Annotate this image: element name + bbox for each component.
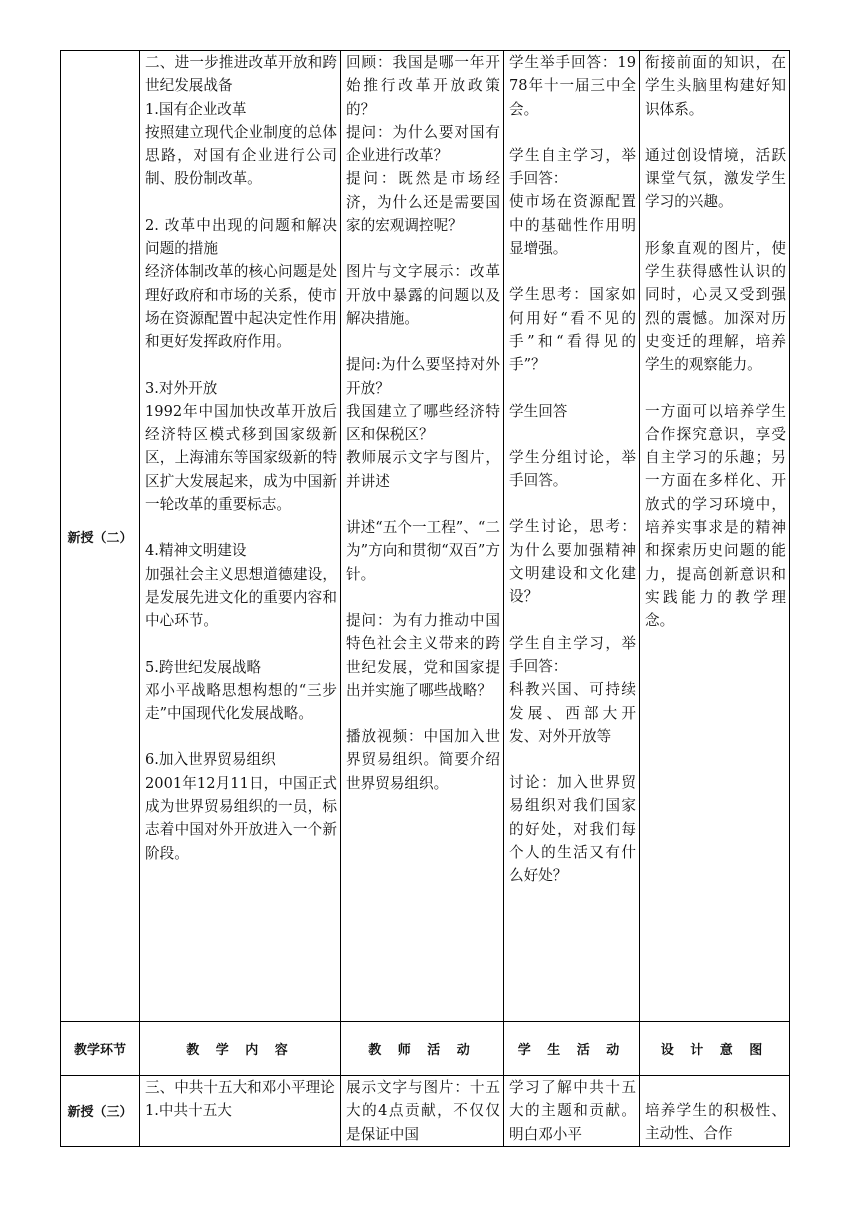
- teacher-activity-text: [341, 51, 503, 795]
- paragraph-gap: [145, 633, 337, 656]
- paragraph: 2001年12月11日，中国正式成为世界贸易组织的一员，标志着中国对外开放进入一个新阶段。: [145, 774, 337, 862]
- design-intent-text: [640, 1076, 789, 1146]
- teacher-activity-text: [341, 1076, 503, 1146]
- teacher-activity-cell: [341, 1076, 504, 1147]
- paragraph: 三、中共十五大和邓小平理论: [145, 1079, 335, 1096]
- header-design: 设 计 意 图: [640, 1022, 790, 1076]
- paragraph: 5.跨世纪发展战略: [145, 658, 262, 676]
- paragraph: 加强社会主义思想道德建设，是发展先进文化的重要内容和中心环节。: [145, 565, 337, 630]
- paragraph: 衔接前面的知识，在学生头脑里构建好知识体系。: [645, 54, 786, 118]
- paragraph: 学生思考：国家如何用好“看不见的手”和“看得见的手”？: [509, 286, 636, 374]
- paragraph: 学生讨论，思考：为什么要加强精神文明建设和文化建设？: [509, 518, 636, 606]
- content-text: [140, 51, 340, 865]
- paragraph: 通过创设情境，活跃课堂气氛，激发学生学习的兴趣。: [645, 146, 786, 211]
- paragraph-gap: [145, 516, 337, 539]
- paragraph-gap: [145, 725, 337, 748]
- paragraph: 讨论：加入世界贸易组织对我们国家的好处，对我们每个人的生活又有什么好处？: [509, 774, 636, 885]
- paragraph-gap: [509, 377, 636, 400]
- paragraph: 6.加入世界贸易组织: [145, 751, 276, 769]
- paragraph: 回顾：我国是哪一年开始推行改革开放政策的？: [346, 54, 500, 118]
- paragraph: 按照建立现代企业制度的总体思路，对国有企业进行公司制、股份制改革。: [145, 123, 337, 188]
- paragraph-gap: [509, 492, 636, 515]
- content-cell: [140, 1076, 341, 1147]
- paragraph: 提问：既然是市场经济，为什么还是需要国家的宏观调控呢？: [346, 170, 500, 235]
- paragraph: 4.精神文明建设: [145, 542, 247, 560]
- stage-cell: [61, 51, 140, 1022]
- table-row-new-lesson-2: [61, 51, 790, 1022]
- paragraph: 展示文字与图片：十五大的4点贡献，不仅仅是保证中国: [346, 1079, 500, 1143]
- paragraph: 培养学生的积极性、主动性、合作: [645, 1102, 786, 1143]
- paragraph: 1.国有企业改革: [145, 100, 247, 118]
- paragraph-gap: [645, 1076, 786, 1099]
- paragraph: 科教兴国、可持续发展、西部大开发、对外开放等: [509, 681, 636, 745]
- paragraph: 使市场在资源配置中的基础性作用明显增强。: [509, 193, 636, 258]
- paragraph-gap: [645, 377, 786, 400]
- paragraph: 学生自主学习，举手回答：: [509, 146, 636, 188]
- paragraph: 学生举手回答：1978年十一届三中全会。: [509, 54, 636, 118]
- paragraph: 教师展示文字与图片，并讲述: [346, 449, 500, 490]
- paragraph-gap: [509, 423, 636, 446]
- paragraph-gap: [645, 121, 786, 144]
- student-activity-text: [504, 51, 639, 888]
- paragraph-gap: [645, 214, 786, 237]
- paragraph-gap: [145, 191, 337, 214]
- header-student: 学 生 活 动: [504, 1022, 640, 1076]
- paragraph: 提问：为什么要对国有企业进行改革？: [346, 123, 500, 165]
- paragraph-gap: [346, 493, 500, 516]
- design-intent-cell: [640, 51, 790, 1022]
- paragraph: 学习了解中共十五大的主题和贡献。明白邓小平: [509, 1079, 636, 1143]
- paragraph: 我国建立了哪些经济特区和保税区？: [346, 402, 500, 444]
- paragraph: 学生分组讨论，举手回答。: [509, 448, 636, 490]
- paragraph-gap: [509, 121, 636, 144]
- paragraph-gap: [346, 330, 500, 353]
- paragraph: 3.对外开放: [145, 379, 218, 397]
- paragraph-gap: [509, 748, 636, 771]
- student-activity-cell: [504, 51, 640, 1022]
- paragraph: 讲述“五个一工程”、“二为”方向和贯彻“双百”方针。: [346, 519, 500, 583]
- content-cell: [140, 51, 341, 1022]
- lesson-plan-table: [60, 50, 790, 1147]
- design-intent-text: [640, 51, 789, 633]
- stage-label: 新授（三）: [67, 1105, 133, 1121]
- stage-label: 新授（二）: [67, 530, 133, 546]
- paragraph: 学生回答: [509, 402, 568, 420]
- student-activity-text: [504, 1076, 639, 1146]
- paragraph: 二、进一步推进改革开放和跨世纪发展战备: [145, 54, 337, 95]
- paragraph: 1992年中国加快改革开放后经济特区模式移到国家级新区，上海浦东等国家级新的特区扩大发展起来，成为中国新一轮改革的重要标志。: [145, 402, 337, 514]
- paragraph: 提问：为有力推动中国特色社会主义带来的跨世纪发展，党和国家提出并实施了哪些战略？: [346, 611, 500, 699]
- header-teacher: 教 师 活 动: [341, 1022, 504, 1076]
- paragraph: 图片与文字展示：改革开放中暴露的问题以及解决措施。: [346, 263, 500, 327]
- paragraph: 经济体制改革的核心问题是处理好政府和市场的关系，使市场在资源配置中起决定性作用和更好发挥政府作用。: [145, 263, 337, 351]
- paragraph-gap: [145, 354, 337, 377]
- content-text: [140, 1076, 340, 1123]
- paragraph-gap: [346, 237, 500, 260]
- student-activity-cell: [504, 1076, 640, 1147]
- paragraph: 1.中共十五大: [145, 1102, 232, 1120]
- table-row-new-lesson-3: [61, 1076, 790, 1147]
- paragraph: 邓小平战略思想构想的“三步走”中国现代化发展战略。: [145, 681, 337, 723]
- paragraph: 播放视频：中国加入世界贸易组织。简要介绍世界贸易组织。: [346, 728, 500, 792]
- paragraph: 2. 改革中出现的问题和解决问题的措施: [145, 216, 337, 258]
- paragraph: 提问:为什么要坚持对外开放？: [346, 356, 500, 397]
- design-intent-cell: [640, 1076, 790, 1147]
- paragraph: 学生自主学习，举手回答：: [509, 634, 636, 675]
- teacher-activity-cell: [341, 51, 504, 1022]
- stage-cell: [61, 1076, 140, 1147]
- paragraph-gap: [509, 260, 636, 283]
- paragraph-gap: [346, 702, 500, 725]
- header-content: 教 学 内 容: [140, 1022, 341, 1076]
- header-stage: 教学环节: [61, 1022, 140, 1076]
- paragraph-gap: [346, 586, 500, 609]
- paragraph-gap: [509, 609, 636, 632]
- paragraph: 一方面可以培养学生合作探究意识，享受自主学习的乐趣；另一方面在多样化、开放式的学习环境中，培养实事求是的精神和探索历史问题的能力，提高创新意识和实践能力的教学理念。: [645, 402, 786, 630]
- paragraph: 形象直观的图片，使学生获得感性认识的同时，心灵又受到强烈的震憾。加深对历史变迁的理解，培养学生的观察能力。: [645, 239, 786, 374]
- table-header-row: [61, 1022, 790, 1076]
